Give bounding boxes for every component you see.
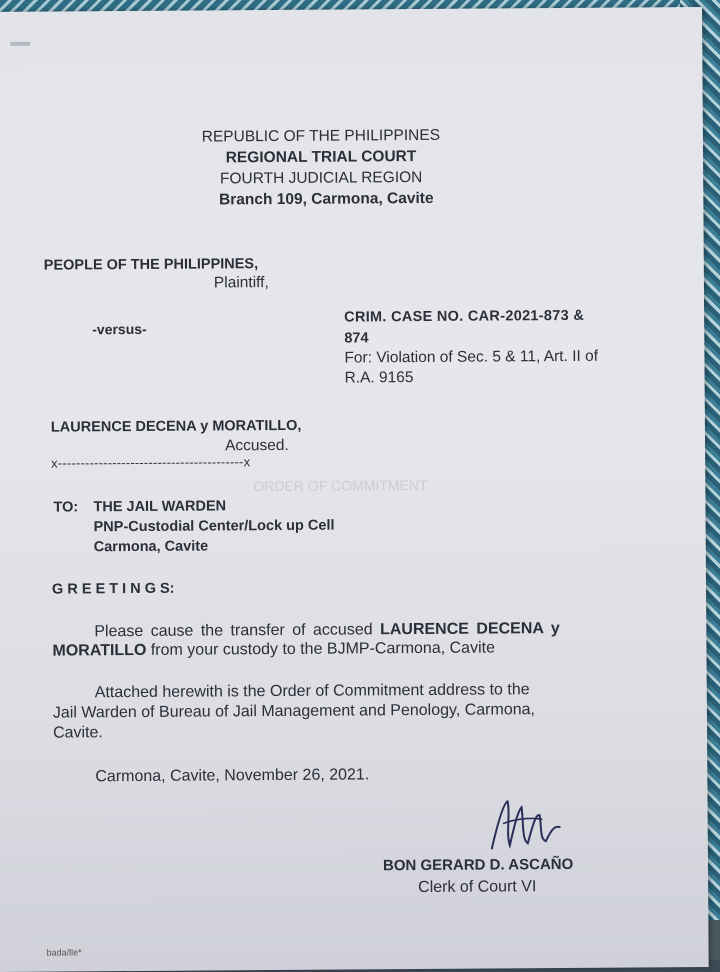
signatory-title: Clerk of Court VI: [418, 878, 536, 897]
header-region: FOURTH JUDICIAL REGION: [191, 169, 451, 189]
header-court: REGIONAL TRIAL COURT: [191, 148, 451, 168]
paragraph-1-lead: Please cause the transfer of accused: [94, 621, 372, 640]
versus-label: -versus-: [92, 321, 147, 337]
case-number: CRIM. CASE NO. CAR-2021-873 &: [344, 308, 584, 326]
case-number-cont: 874: [344, 330, 368, 346]
paragraph-1-rest: from your custody to the BJMP-Carmona, Cavite: [151, 639, 495, 658]
paragraph-2-line1: Attached herewith is the Order of Commitment address to the: [95, 681, 530, 702]
paragraph-2-line3: Cavite.: [53, 724, 103, 742]
handwritten-signature: [483, 793, 583, 864]
paragraph-1-accused-surname: MORATILLO: [52, 642, 146, 660]
footer-code: bada/lle*: [47, 947, 82, 957]
to-label: TO:: [53, 499, 78, 515]
paragraph-1-accused: LAURENCE DECENA y: [380, 620, 560, 638]
paragraph-1-text: [94, 620, 559, 641]
accused-name: LAURENCE DECENA y MORATILLO,: [51, 418, 302, 436]
case-violation-cont: R.A. 9165: [345, 369, 414, 387]
paragraph-2-line2: Jail Warden of Bureau of Jail Management and Penology, Carmona,: [53, 701, 535, 722]
header-branch: Branch 109, Carmona, Cavite: [181, 190, 471, 210]
case-violation: For: Violation of Sec. 5 & 11, Art. II of: [344, 348, 598, 368]
separator-line: x-----------------------------------------x: [51, 454, 250, 470]
document-page: [0, 7, 709, 972]
staple-mark: [10, 42, 30, 46]
addressee-location: Carmona, Cavite: [94, 538, 209, 555]
addressee-office: PNP-Custodial Center/Lock up Cell: [94, 518, 335, 536]
header-republic: REPUBLIC OF THE PHILIPPINES: [191, 127, 451, 147]
bleed-through-text: ORDER OF COMMITMENT: [253, 477, 427, 494]
plaintiff-name: PEOPLE OF THE PHILIPPINES,: [44, 256, 258, 273]
place-and-date: Carmona, Cavite, November 26, 2021.: [95, 766, 369, 786]
plaintiff-role: Plaintiff,: [214, 274, 269, 292]
signatory-name: BON GERARD D. ASCAÑO: [383, 856, 573, 874]
addressee-title: THE JAIL WARDEN: [93, 498, 226, 515]
greetings: G R E E T I N G S:: [52, 581, 175, 598]
paragraph-1-line2: [52, 639, 495, 660]
accused-role: Accused.: [225, 437, 289, 455]
